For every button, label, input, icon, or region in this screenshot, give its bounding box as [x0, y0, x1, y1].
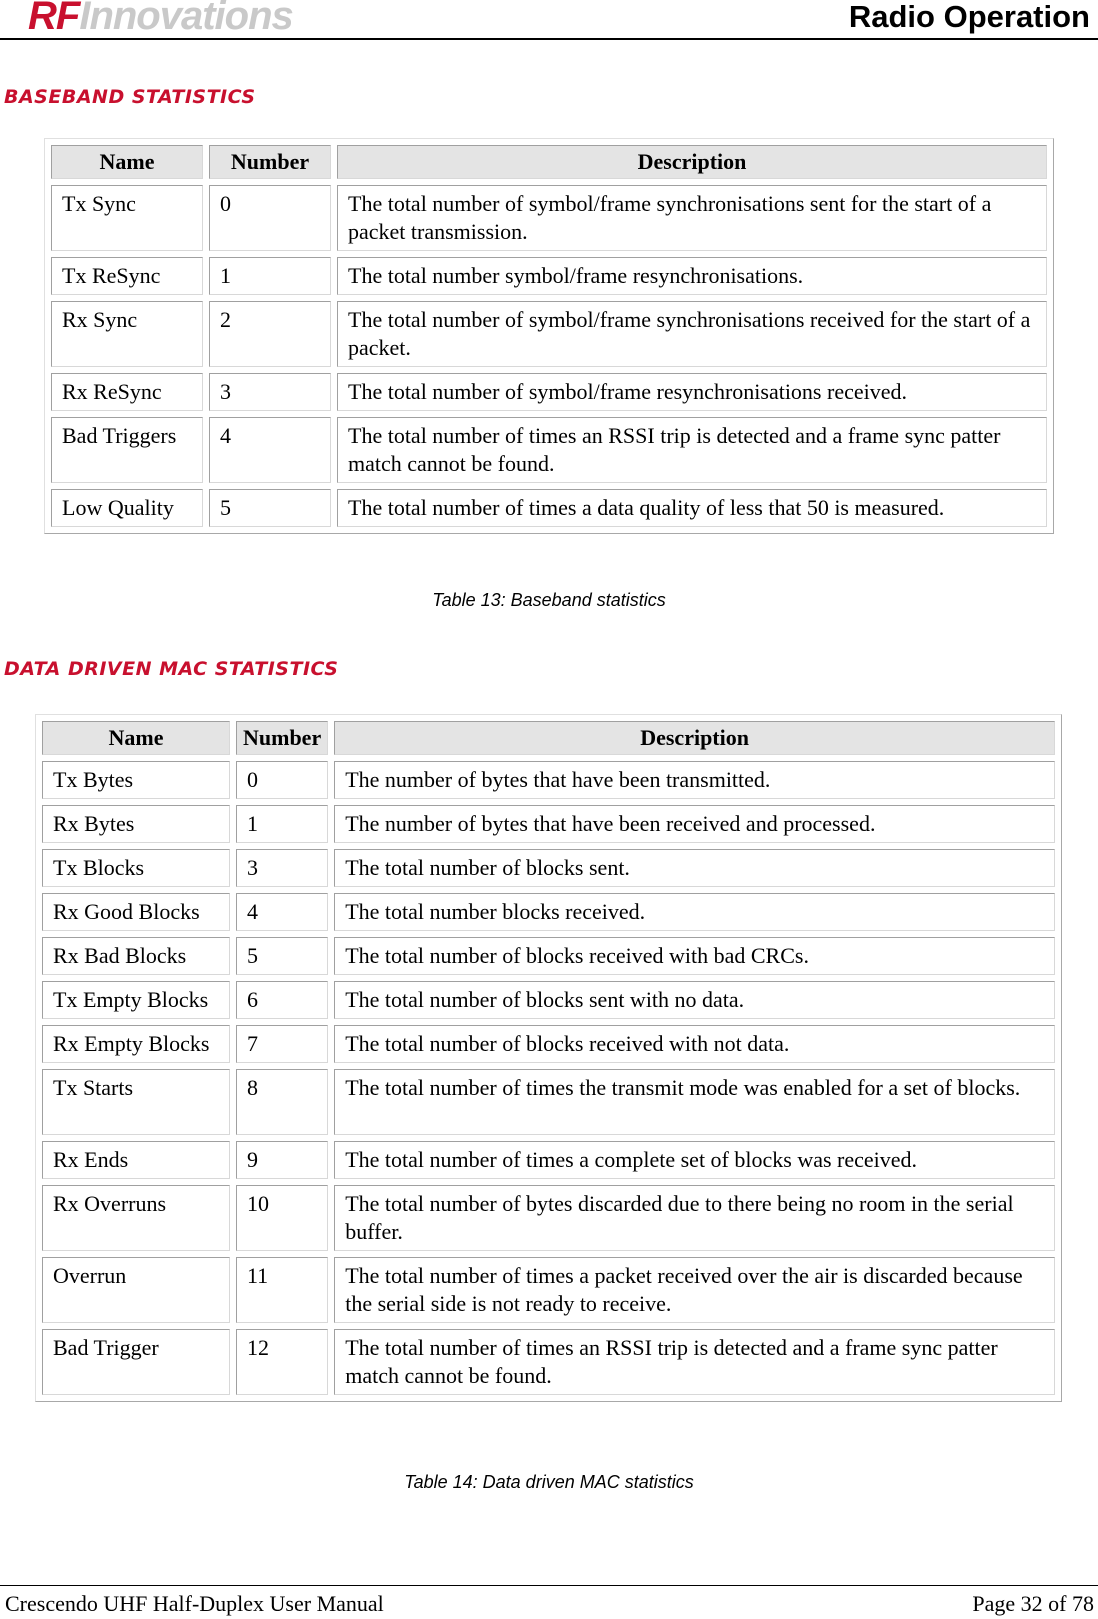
stat-description: The total number of blocks received with not data. [334, 1025, 1055, 1063]
column-header-name: Name [51, 145, 203, 179]
stat-number: 5 [209, 489, 331, 527]
stat-number: 7 [236, 1025, 328, 1063]
stat-number: 9 [236, 1141, 328, 1179]
stat-number: 12 [236, 1329, 328, 1395]
stat-number: 1 [209, 257, 331, 295]
stat-name: Rx ReSync [51, 373, 203, 411]
stat-name: Rx Overruns [42, 1185, 230, 1251]
stat-name: Rx Good Blocks [42, 893, 230, 931]
stat-number: 3 [209, 373, 331, 411]
mac-statistics-table [35, 714, 1062, 1402]
table-row [42, 849, 1055, 887]
stat-name: Tx Bytes [42, 761, 230, 799]
table-row [51, 489, 1047, 527]
stat-name: Tx ReSync [51, 257, 203, 295]
table-caption-13: Table 13: Baseband statistics [432, 590, 666, 610]
stat-number: 8 [236, 1069, 328, 1135]
footer-page-number: Page 32 of 78 [972, 1591, 1094, 1616]
stat-number: 6 [236, 981, 328, 1019]
table-row [42, 761, 1055, 799]
table-row [42, 1141, 1055, 1179]
stat-number: 4 [236, 893, 328, 931]
stat-number: 0 [209, 185, 331, 251]
column-header-number: Number [236, 721, 328, 755]
stat-number: 0 [236, 761, 328, 799]
table-header-row [51, 145, 1047, 179]
table-row [42, 1185, 1055, 1251]
stat-name: Bad Triggers [51, 417, 203, 483]
table-row [42, 1257, 1055, 1323]
stat-description: The total number of times the transmit mode was enabled for a set of blocks. [334, 1069, 1055, 1135]
stat-name: Low Quality [51, 489, 203, 527]
stat-name: Tx Empty Blocks [42, 981, 230, 1019]
column-header-name: Name [42, 721, 230, 755]
stat-number: 5 [236, 937, 328, 975]
table-row [42, 1025, 1055, 1063]
table-caption-14: Table 14: Data driven MAC statistics [404, 1472, 694, 1492]
stat-description: The total number of blocks sent with no data. [334, 981, 1055, 1019]
stat-number: 10 [236, 1185, 328, 1251]
stat-description: The total number symbol/frame resynchronisations. [337, 257, 1047, 295]
stat-name: Rx Bytes [42, 805, 230, 843]
header-title: Radio Operation [848, 0, 1090, 34]
page-footer [0, 1585, 1098, 1619]
stat-description: The total number of bytes discarded due to there being no room in the serial buffer. [334, 1185, 1055, 1251]
stat-description: The total number of times an RSSI trip is detected and a frame sync patter match cannot be found. [334, 1329, 1055, 1395]
stat-description: The total number of times a data quality of less that 50 is measured. [337, 489, 1047, 527]
table-row [42, 893, 1055, 931]
stat-number: 11 [236, 1257, 328, 1323]
table-row [51, 417, 1047, 483]
table-row [42, 937, 1055, 975]
section-title-mac: DATA DRIVEN MAC STATISTICS [4, 658, 339, 680]
table-row [42, 981, 1055, 1019]
column-header-description: Description [334, 721, 1055, 755]
page-header [0, 0, 1098, 40]
table-row [51, 257, 1047, 295]
stat-description: The total number of blocks received with bad CRCs. [334, 937, 1055, 975]
stat-name: Rx Ends [42, 1141, 230, 1179]
stat-name: Overrun [42, 1257, 230, 1323]
table-row [42, 1069, 1055, 1135]
stat-name: Rx Sync [51, 301, 203, 367]
stat-name: Tx Starts [42, 1069, 230, 1135]
baseband-statistics-table [44, 138, 1054, 534]
stat-name: Tx Blocks [42, 849, 230, 887]
stat-description: The total number of times a complete set of blocks was received. [334, 1141, 1055, 1179]
stat-name: Rx Bad Blocks [42, 937, 230, 975]
stat-name: Tx Sync [51, 185, 203, 251]
table-row [51, 301, 1047, 367]
stat-name: Bad Trigger [42, 1329, 230, 1395]
rf-innovations-logo: RFInnovations [28, 0, 293, 38]
column-header-description: Description [337, 145, 1047, 179]
table-row [42, 1329, 1055, 1395]
table-row [42, 805, 1055, 843]
stat-description: The total number of symbol/frame synchronisations sent for the start of a packet transmission. [337, 185, 1047, 251]
table-row [51, 185, 1047, 251]
stat-name: Rx Empty Blocks [42, 1025, 230, 1063]
stat-description: The number of bytes that have been transmitted. [334, 761, 1055, 799]
stat-number: 4 [209, 417, 331, 483]
footer-manual-title: Crescendo UHF Half-Duplex User Manual [5, 1591, 384, 1616]
table-row [51, 373, 1047, 411]
stat-number: 2 [209, 301, 331, 367]
table-header-row [42, 721, 1055, 755]
stat-description: The total number blocks received. [334, 893, 1055, 931]
column-header-number: Number [209, 145, 331, 179]
stat-number: 1 [236, 805, 328, 843]
stat-description: The total number of blocks sent. [334, 849, 1055, 887]
stat-description: The total number of symbol/frame synchronisations received for the start of a packet. [337, 301, 1047, 367]
stat-description: The number of bytes that have been received and processed. [334, 805, 1055, 843]
stat-description: The total number of symbol/frame resynchronisations received. [337, 373, 1047, 411]
stat-description: The total number of times a packet received over the air is discarded because the serial side is not ready to receive. [334, 1257, 1055, 1323]
section-title-baseband: BASEBAND STATISTICS [4, 86, 256, 108]
stat-number: 3 [236, 849, 328, 887]
stat-description: The total number of times an RSSI trip is detected and a frame sync patter match cannot be found. [337, 417, 1047, 483]
